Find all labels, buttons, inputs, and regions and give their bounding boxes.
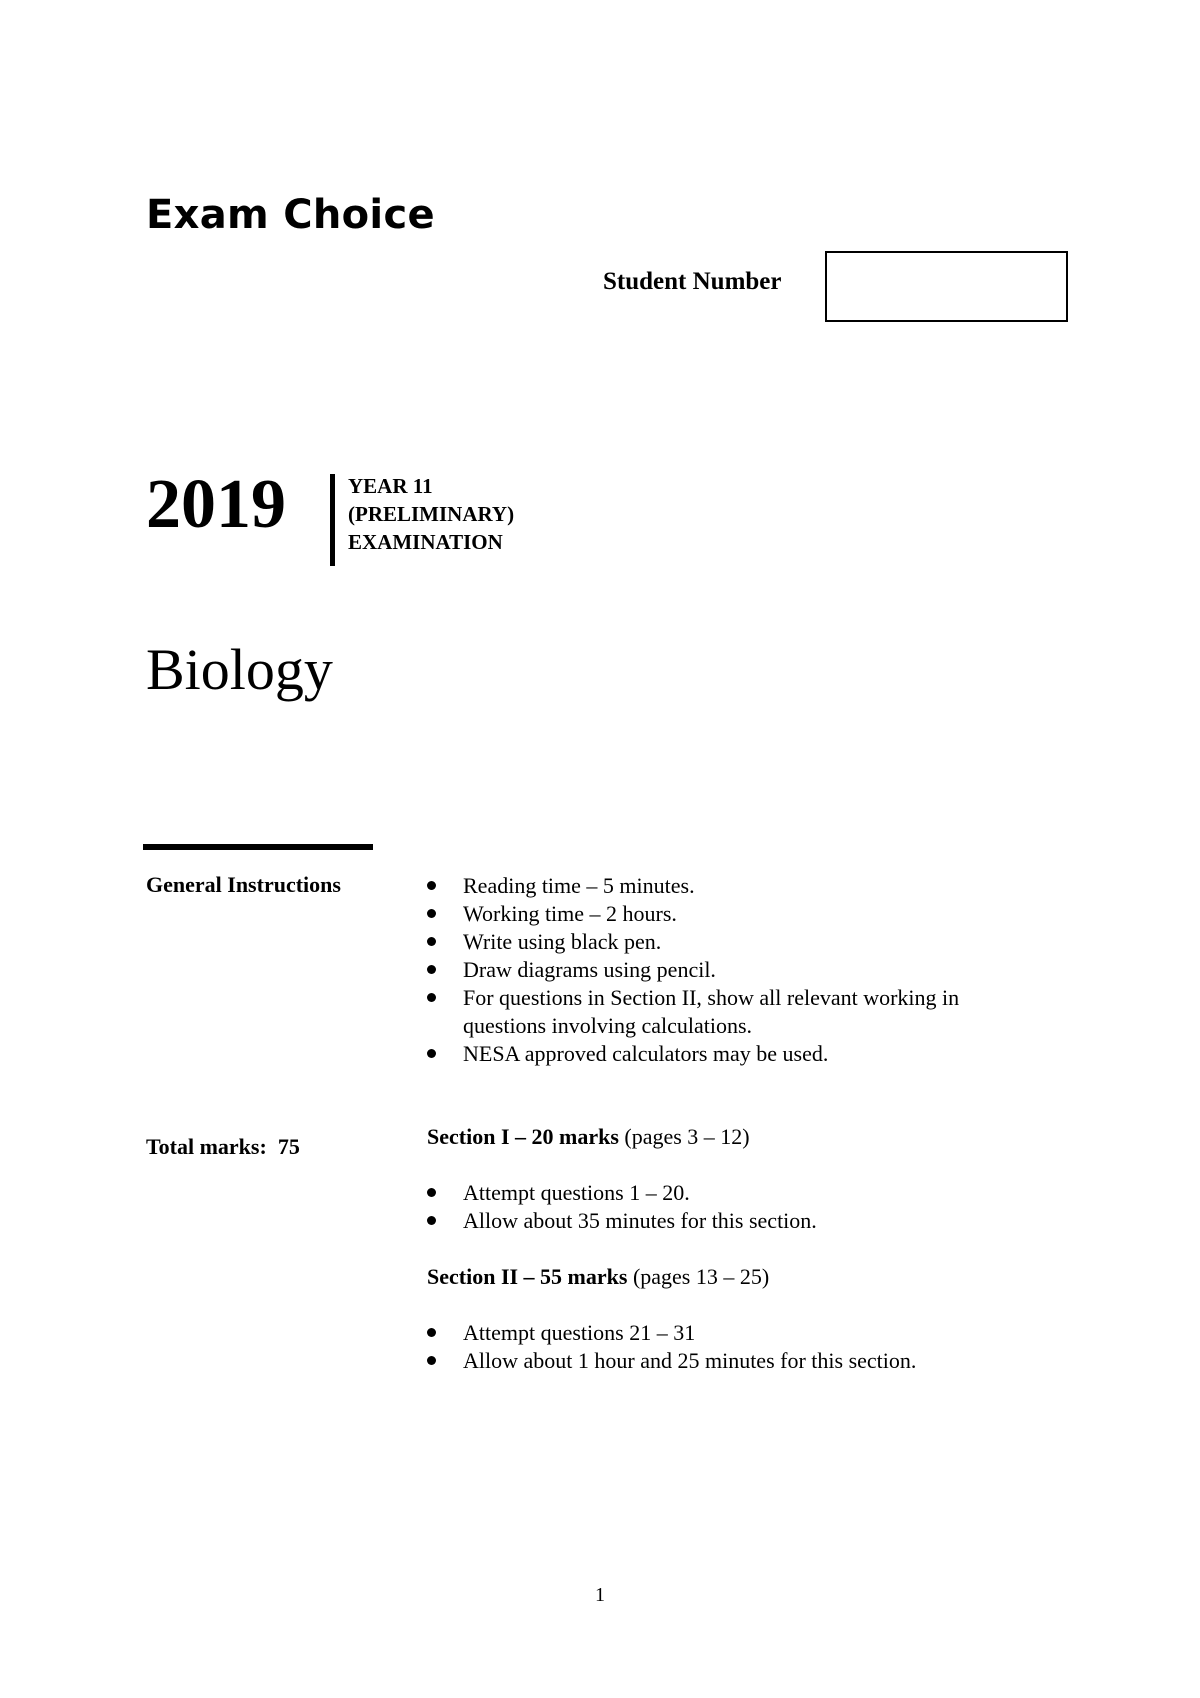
general-instructions-list xyxy=(427,872,959,1068)
student-number-field[interactable] xyxy=(825,251,1068,322)
total-marks: Total marks: 75 xyxy=(146,1134,300,1159)
exam-type-line: YEAR 11 xyxy=(348,474,433,498)
general-instructions-label: General Instructions xyxy=(146,872,341,897)
bullet-icon xyxy=(427,1049,436,1058)
bullet-icon xyxy=(427,1188,436,1197)
section-instructions-list xyxy=(427,1179,817,1235)
list-item: Reading time – 5 minutes. xyxy=(427,872,959,900)
list-item: For questions in Section II, show all relevant working in questions involving calculations. xyxy=(427,984,959,1040)
exam-type-line: EXAMINATION xyxy=(348,530,503,554)
bullet-icon xyxy=(427,881,436,890)
list-item: Write using black pen. xyxy=(427,928,959,956)
student-number-label: Student Number xyxy=(603,268,782,295)
list-item: Draw diagrams using pencil. xyxy=(427,956,959,984)
bullet-icon xyxy=(427,909,436,918)
subject-title: Biology xyxy=(146,637,333,702)
bullet-icon xyxy=(427,993,436,1002)
bullet-icon xyxy=(427,965,436,974)
bullet-icon xyxy=(427,1328,436,1337)
section-instructions-list xyxy=(427,1319,916,1375)
brand-title: Exam Choice xyxy=(146,192,435,238)
exam-type-line: (PRELIMINARY) xyxy=(348,502,515,526)
exam-year: 2019 xyxy=(146,466,286,543)
list-item: Working time – 2 hours. xyxy=(427,900,959,928)
list-item: Attempt questions 21 – 31 xyxy=(427,1319,916,1347)
list-item: Allow about 1 hour and 25 minutes for this section. xyxy=(427,1347,916,1375)
section-rule xyxy=(143,844,373,850)
exam-type xyxy=(348,472,514,556)
section-heading: Section II – 55 marks (pages 13 – 25) xyxy=(427,1264,770,1289)
list-item: Allow about 35 minutes for this section. xyxy=(427,1207,817,1235)
page-number: 1 xyxy=(595,1584,605,1606)
bullet-icon xyxy=(427,1216,436,1225)
list-item: NESA approved calculators may be used. xyxy=(427,1040,959,1068)
year-divider xyxy=(330,474,335,566)
bullet-icon xyxy=(427,937,436,946)
bullet-icon xyxy=(427,1356,436,1365)
section-heading: Section I – 20 marks (pages 3 – 12) xyxy=(427,1124,750,1149)
list-item: Attempt questions 1 – 20. xyxy=(427,1179,817,1207)
